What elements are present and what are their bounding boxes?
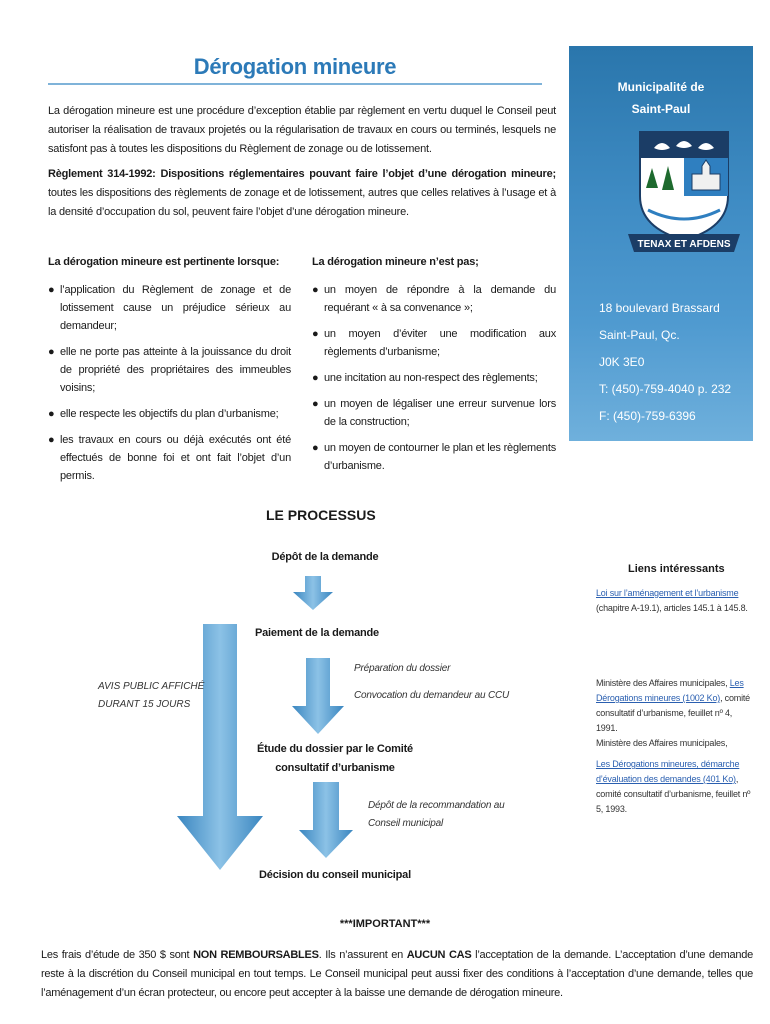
- bullet-icon: ●: [312, 328, 319, 340]
- arrow-down-icon: [292, 658, 344, 734]
- list-item: ● un moyen de légaliser une erreur survenue lors de la construction;: [312, 395, 556, 431]
- municipality-name: Municipalité de Saint-Paul: [617, 80, 705, 116]
- fax-number: F: (450)-759-6396: [599, 409, 696, 423]
- step-etude: Étude du dossier par le Comité consultatif d’urbanisme: [257, 743, 413, 774]
- step-paiement: Paiement de la demande: [255, 627, 379, 639]
- page-title: Dérogation mineure: [193, 54, 397, 79]
- motto-text: TENAX ET AFDENS: [637, 239, 731, 250]
- bullet-icon: ●: [312, 442, 319, 454]
- link-derogations-1993-anchor[interactable]: Les Dérogations mineures, démarche d’évaluation des demandes (401 Ko): [596, 759, 740, 784]
- link-derogations-1991: Ministère des Affaires municipales, Les Dérogations mineures (1002 Ko), comité consultatif d’urbanisme, feuillet nº 4, 1991.: [596, 678, 750, 733]
- bullet-icon: ●: [312, 284, 319, 296]
- not-pertinent-heading: La dérogation mineure n’est pas;: [312, 256, 479, 268]
- list-item: ● un moyen de répondre à la demande du requérant « à sa convenance »;: [312, 281, 556, 317]
- bullet-icon: ●: [48, 284, 55, 296]
- link-derogations-1991-anchor[interactable]: Les Dérogations mineures (1002 Ko): [596, 678, 744, 703]
- intro-paragraph: La dérogation mineure est une procédure d’exception établie par règlement en vertu duquel le Conseil peut autoriser la réalisation de travaux projetés ou la régularisation de travaux en cours ou terminés, lesquels ne satisfont pas à toutes les dispositions du Règlement de zonage ou de lotissement.: [48, 105, 556, 155]
- link-loi: Loi sur l’aménagement et l’urbanisme (chapitre A-19.1), articles 145.1 à 145.8.: [596, 588, 748, 613]
- note-convocation: Convocation du demandeur au CCU: [354, 690, 510, 701]
- list-item: ● les travaux en cours ou déjà exécutés ont été effectués de bonne foi et ont fait l’objet d’un permis.: [48, 431, 291, 485]
- step-decision: Décision du conseil municipal: [259, 869, 411, 881]
- bullet-icon: ●: [48, 408, 55, 420]
- step-depot: Dépôt de la demande: [271, 551, 379, 563]
- list-item: ● un moyen d’éviter une modification aux règlements d’urbanisme;: [312, 325, 556, 361]
- phone-number: T: (450)-759-4040 p. 232: [599, 382, 732, 396]
- list-item: ● elle respecte les objectifs du plan d’urbanisme;: [48, 405, 291, 423]
- note-recommandation: Dépôt de la recommandation au Conseil municipal: [368, 800, 505, 829]
- bullet-icon: ●: [312, 398, 319, 410]
- important-heading: ***IMPORTANT***: [339, 918, 431, 930]
- list-item: ● l’application du Règlement de zonage et de lotissement cause un préjudice sérieux au demandeur;: [48, 281, 291, 335]
- list-item: ● une incitation au non-respect des règlements;: [312, 369, 556, 387]
- link-loi-anchor[interactable]: Loi sur l’aménagement et l’urbanisme: [596, 588, 739, 598]
- arrow-down-icon: [299, 782, 353, 858]
- list-item: ● elle ne porte pas atteinte à la jouissance du droit de propriété des propriétaires des immeubles voisins;: [48, 343, 291, 397]
- address-postal: J0K 3E0: [599, 355, 645, 369]
- arrow-down-icon: [293, 576, 333, 610]
- address-city: Saint-Paul, Qc.: [599, 328, 680, 342]
- bullet-icon: ●: [312, 372, 319, 384]
- regulation-bold: Règlement 314-1992: Dispositions réglementaires pouvant faire l’objet d’une dérogation mineure;: [48, 168, 556, 180]
- regulation-text: toutes les dispositions des règlements de zonage et de lotissement, autres que celles relatives à l’usage et à la densité d’occupation du sol, peuvent faire l’objet d’une dérogation mineure.: [48, 187, 556, 218]
- link-derogations-1993: Ministère des Affaires municipales, Les Dérogations mineures, démarche d’évaluation des demandes (401 Ko), comité consultatif d’urbanisme, feuillet nº 5, 1993.: [596, 738, 751, 814]
- bullet-icon: ●: [48, 434, 55, 446]
- list-item: ● un moyen de contourner le plan et les règlements d’urbanisme.: [312, 439, 556, 475]
- process-title: LE PROCESSUS: [266, 507, 376, 523]
- pertinent-heading: La dérogation mineure est pertinente lorsque:: [48, 256, 280, 268]
- important-paragraph: Les frais d’étude de 350 $ sont NON REMBOURSABLES. Ils n’assurent en AUCUN CAS l’acceptation de la demande. L’acceptation d’une demande reste à la discrétion du Conseil municipal en tout temps. Le Conseil municipal peut aussi fixer des conditions à l’acceptation d’une demande, telles que l’aménagement d’un écran protecteur, ou encore peut accepter à la baisse une demande de dérogation mineure.: [41, 949, 753, 999]
- links-heading: Liens intéressants: [628, 563, 725, 575]
- note-preparation: Préparation du dossier: [354, 663, 451, 674]
- bullet-icon: ●: [48, 346, 55, 358]
- public-notice-label: AVIS PUBLIC AFFICHÉ DURANT 15 JOURS: [98, 681, 205, 710]
- address-street: 18 boulevard Brassard: [599, 301, 720, 315]
